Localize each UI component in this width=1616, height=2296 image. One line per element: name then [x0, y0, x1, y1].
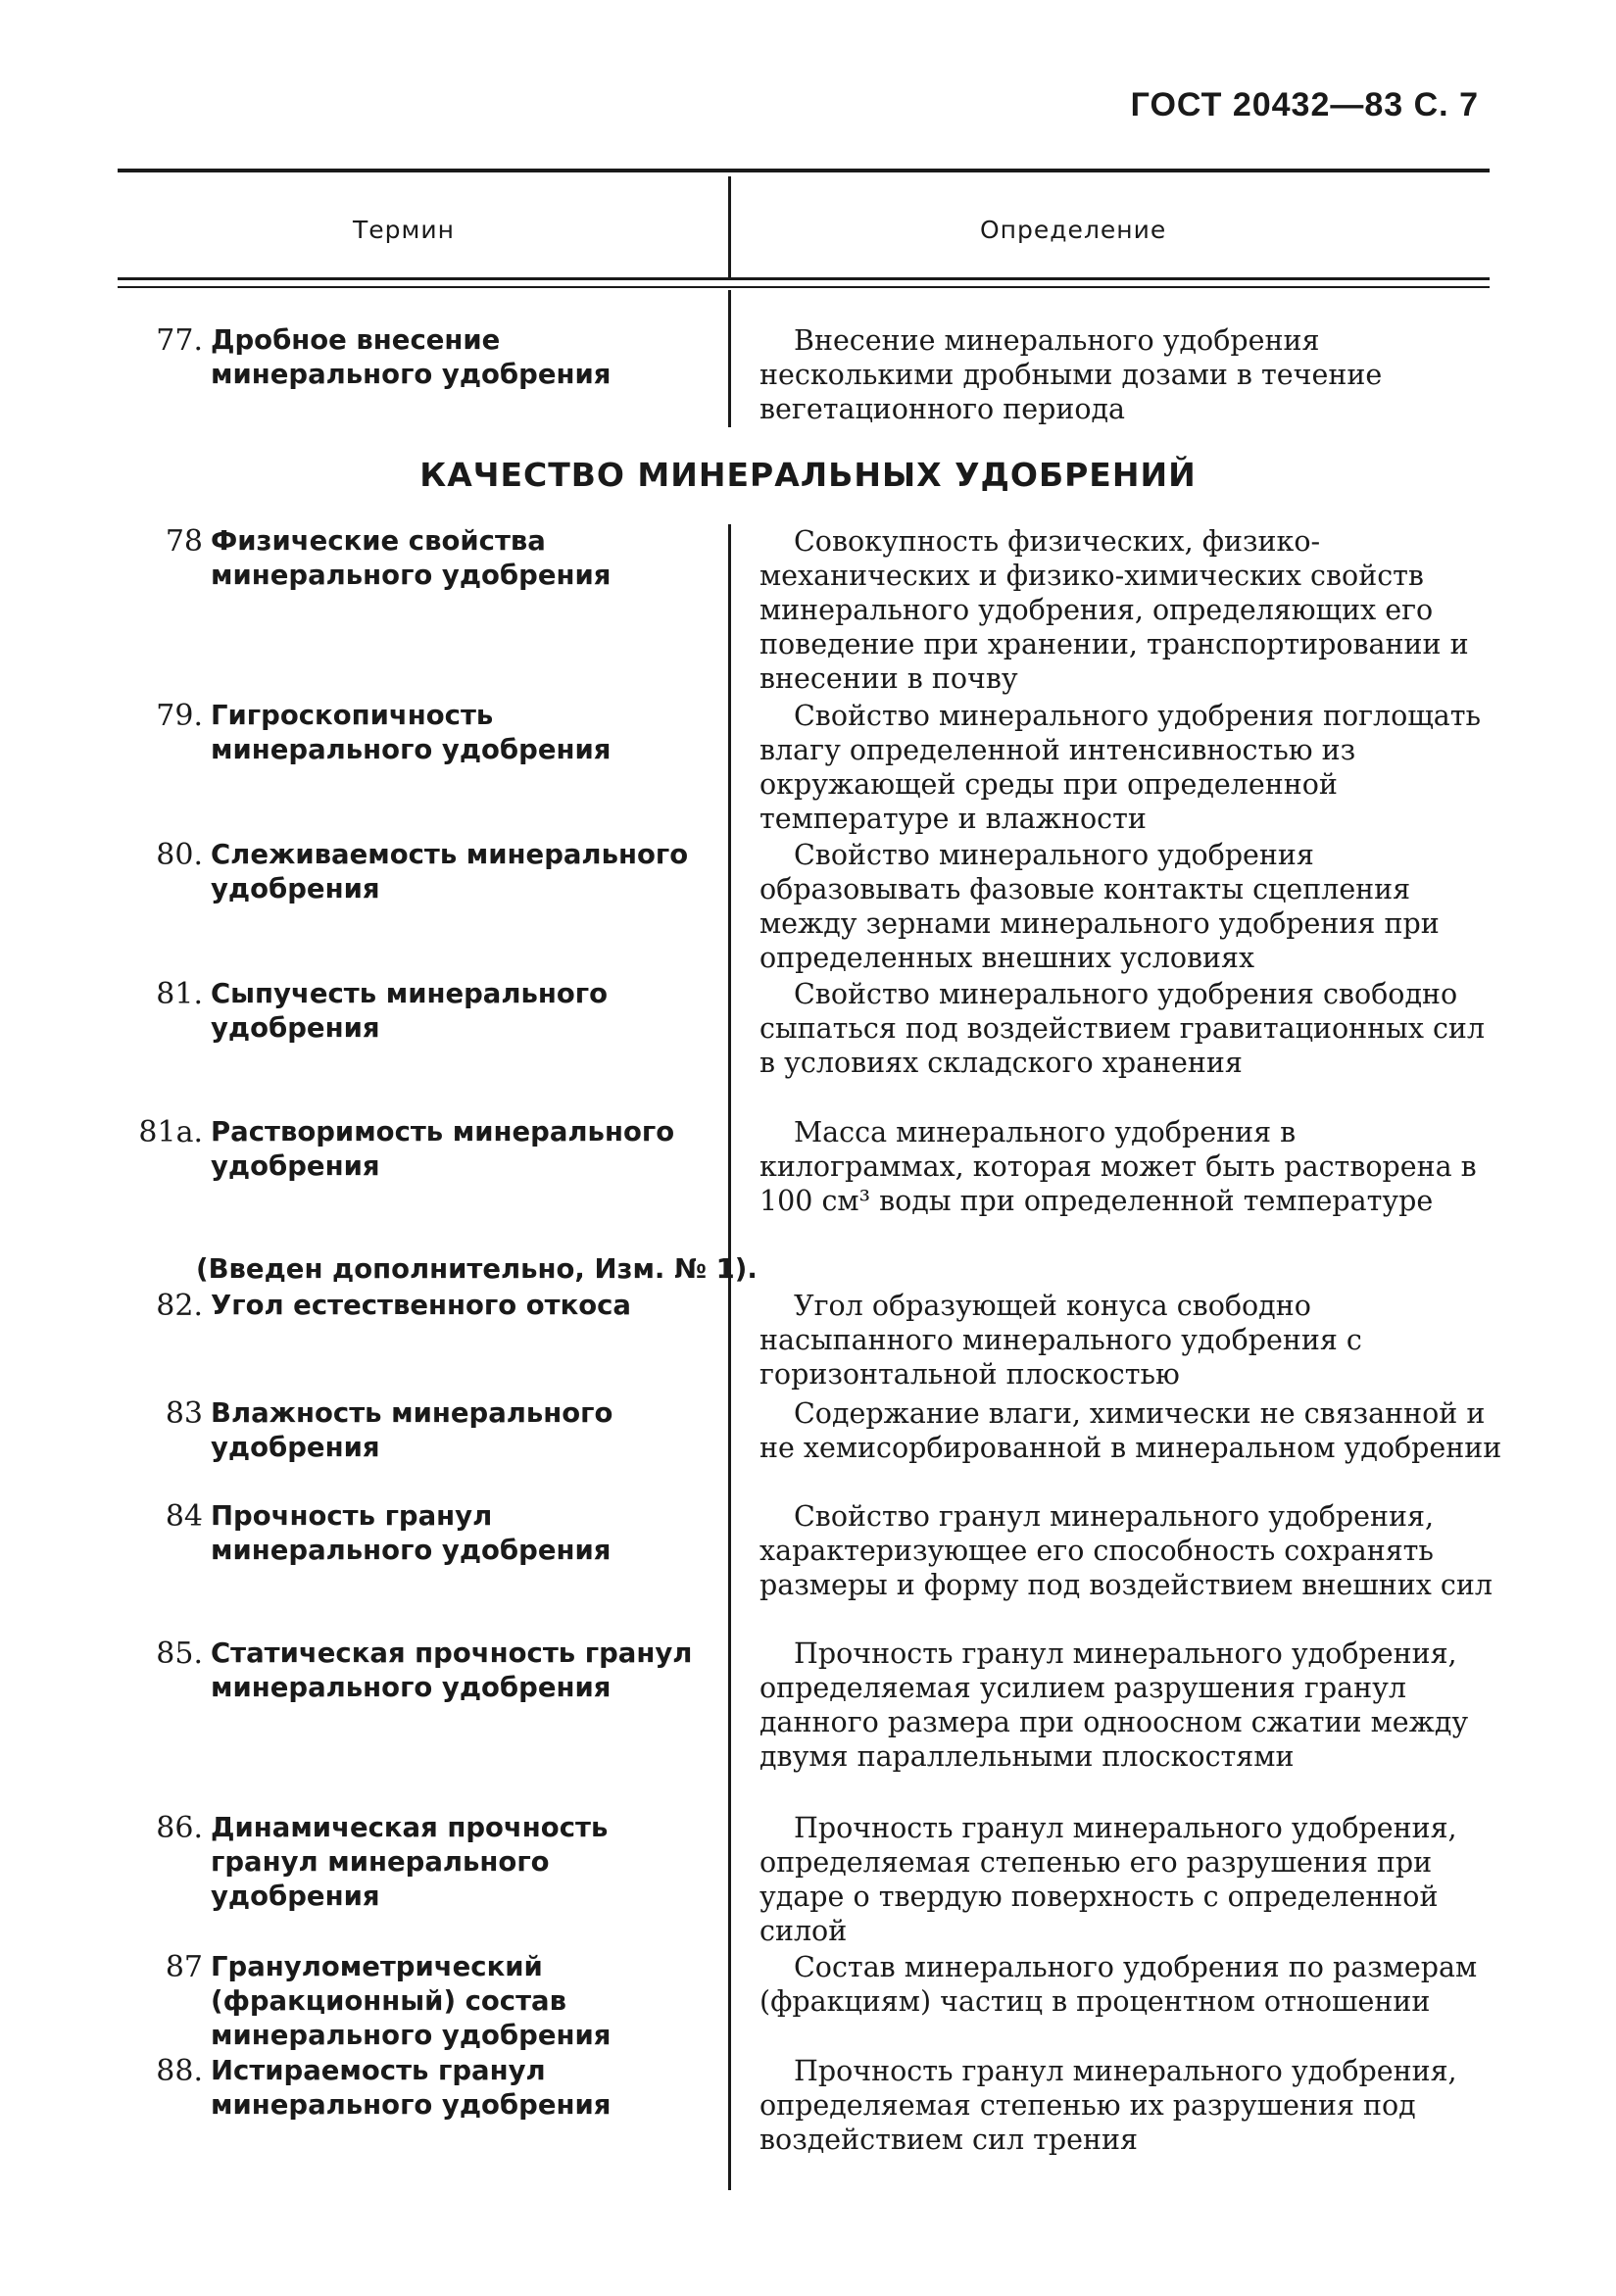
- column-divider-section-1: [728, 290, 731, 427]
- term-number: 81.: [156, 977, 203, 1011]
- term-85: [113, 1637, 710, 1703]
- page-header: ГОСТ 20432—83 С. 7: [1130, 86, 1479, 123]
- definition-text: Прочность гранул минерального удобрения, определяемая усилием разрушения гранул данного размера при одноосном сжатии между двумя параллельными плоскостями: [759, 1637, 1469, 1773]
- definition-text: Совокупность физических, физико-механических и физико-химических свойств минерального удобрения, определяющих его поведение при хранении, транспортировании и внесении в почву: [759, 525, 1469, 695]
- term-number: 81а.: [138, 1115, 203, 1149]
- column-divider-section-2: [728, 524, 731, 2190]
- definition-text: Состав минерального удобрения по размерам (фракциям) частиц в процентном отношении: [759, 1951, 1478, 2018]
- definition-81: [759, 977, 1504, 1080]
- definition-text: Масса минерального удобрения в килограммах, которая может быть растворена в 100 см³ воды при определенной температуре: [759, 1116, 1477, 1217]
- term-number: 85.: [156, 1637, 203, 1671]
- definition-86: [759, 1811, 1504, 1948]
- term-87: [113, 1950, 710, 2051]
- term-text: Влажность минерального удобрения: [211, 1397, 613, 1463]
- term-86: [113, 1811, 710, 1912]
- definition-text: Свойство минерального удобрения образовывать фазовые контакты сцепления между зернами минерального удобрения при определенных внешних условиях: [759, 839, 1440, 974]
- definition-text: Прочность гранул минерального удобрения, определяемая степенью их разрушения под воздействием сил трения: [759, 2055, 1457, 2156]
- term-81: [113, 977, 710, 1044]
- term-84: [113, 1499, 710, 1566]
- table-header-rule: [118, 277, 1490, 280]
- definition-text: Свойство минерального удобрения свободно сыпаться под воздействием гравитационных сил в условиях складского хранения: [759, 978, 1486, 1079]
- column-header-term: Термин: [353, 216, 455, 244]
- term-82: [113, 1289, 710, 1324]
- column-header-definition: Определение: [980, 216, 1167, 244]
- term-text: Угол естественного откоса: [211, 1290, 631, 1321]
- term-81a: [113, 1115, 710, 1182]
- term-text: Физические свойства минерального удобрения: [211, 525, 612, 591]
- term-number: 80.: [156, 838, 203, 872]
- term-number: 86.: [156, 1811, 203, 1845]
- table-top-rule: [118, 169, 1490, 172]
- term-88: [113, 2054, 710, 2121]
- definition-83: [759, 1396, 1504, 1465]
- term-83: [113, 1396, 710, 1463]
- definition-text: Содержание влаги, химически не связанной и не хемисорбированной в минеральном удобрении: [759, 1397, 1502, 1464]
- definition-text: Внесение минерального удобрения несколькими дробными дозами в течение вегетационного периода: [759, 324, 1383, 425]
- section-heading: КАЧЕСТВО МИНЕРАЛЬНЫХ УДОБРЕНИЙ: [419, 456, 1197, 494]
- term-number: 88.: [156, 2054, 203, 2088]
- definition-85: [759, 1637, 1504, 1774]
- term-number: 79.: [156, 699, 203, 733]
- amendment-note: (Введен дополнительно, Изм. № 1).: [196, 1253, 758, 1285]
- definition-82: [759, 1289, 1504, 1392]
- definition-78: [759, 524, 1504, 696]
- term-number: 84: [165, 1499, 203, 1534]
- term-text: Истираемость гранул минерального удобрения: [211, 2055, 612, 2121]
- term-number: 83: [165, 1396, 203, 1431]
- term-text: Растворимость минерального удобрения: [211, 1116, 675, 1182]
- term-text: Динамическая прочность гранул минерального удобрения: [211, 1812, 609, 1912]
- definition-87: [759, 1950, 1504, 2019]
- term-number: 77.: [156, 323, 203, 358]
- definition-text: Угол образующей конуса свободно насыпанного минерального удобрения с горизонтальной плоскостью: [759, 1290, 1362, 1391]
- term-number: 78: [165, 524, 203, 559]
- term-text: Гранулометрический (фракционный) состав минерального удобрения: [211, 1951, 612, 2051]
- column-divider-header: [728, 176, 731, 279]
- term-80: [113, 838, 710, 904]
- term-77: [113, 323, 710, 390]
- term-79: [113, 699, 710, 765]
- term-text: Дробное внесение минерального удобрения: [211, 324, 612, 390]
- term-text: Прочность гранул минерального удобрения: [211, 1500, 612, 1566]
- definition-77: [759, 323, 1504, 426]
- definition-81a: [759, 1115, 1504, 1218]
- definition-79: [759, 699, 1504, 836]
- definition-84: [759, 1499, 1504, 1602]
- definition-80: [759, 838, 1504, 975]
- term-text: Статическая прочность гранул минерального удобрения: [211, 1637, 693, 1703]
- definition-88: [759, 2054, 1504, 2157]
- term-text: Слеживаемость минерального удобрения: [211, 839, 689, 904]
- term-text: Гигроскопичность минерального удобрения: [211, 700, 612, 765]
- term-78: [113, 524, 710, 591]
- term-number: 87: [165, 1950, 203, 1984]
- term-text: Сыпучесть минерального удобрения: [211, 978, 609, 1044]
- definition-text: Свойство гранул минерального удобрения, характеризующее его способность сохранять размеры и форму под воздействием внешних сил: [759, 1500, 1493, 1601]
- table-header-rule-double: [118, 286, 1490, 288]
- definition-text: Прочность гранул минерального удобрения, определяемая степенью его разрушения при ударе о твердую поверхность с определенной силой: [759, 1812, 1457, 1947]
- term-number: 82.: [156, 1289, 203, 1323]
- definition-text: Свойство минерального удобрения поглощать влагу определенной интенсивностью из окружающей среды при определенной температуре и влажности: [759, 700, 1482, 835]
